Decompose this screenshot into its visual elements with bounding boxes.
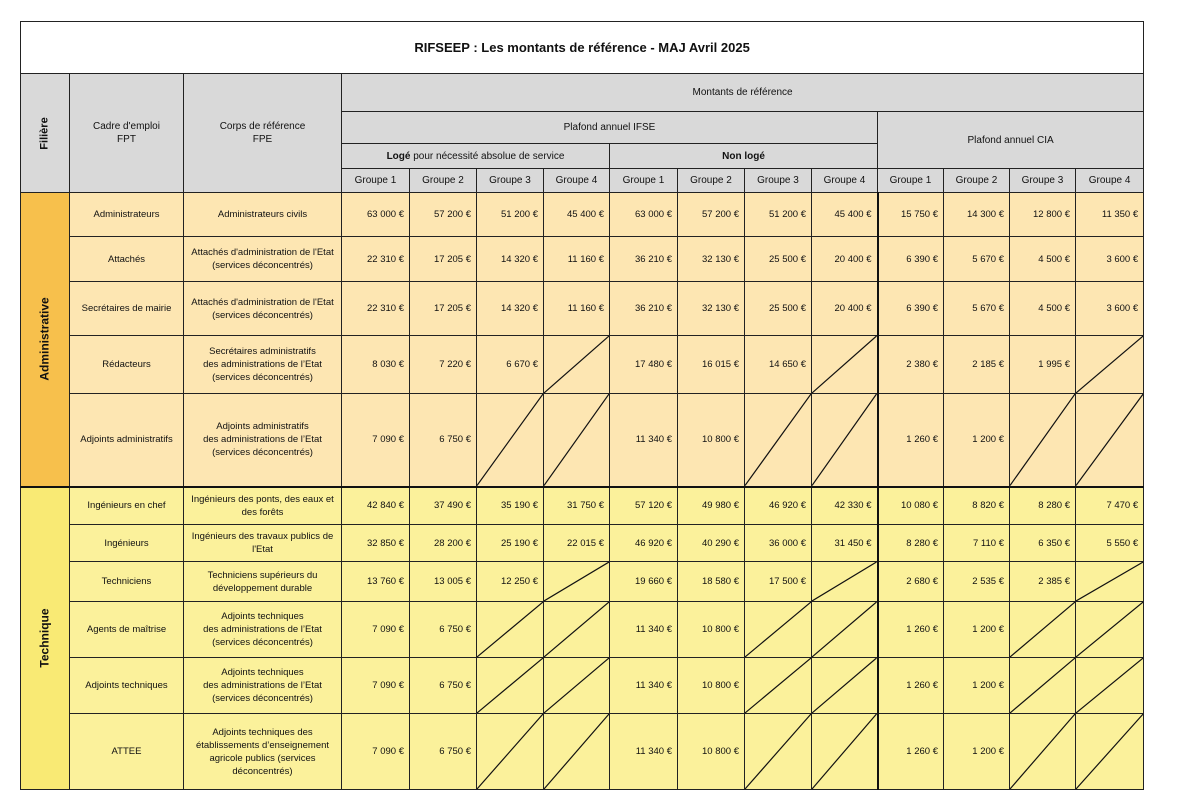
diagonal-slash-icon [544,562,609,601]
amount-cell: 40 290 € [678,525,745,562]
amount-cell: 10 800 € [678,714,745,790]
amount-cell: 6 390 € [878,237,944,282]
empty-slash-cell [812,562,878,602]
amount-cell: 57 200 € [678,193,745,237]
ifse-header: Plafond annuel IFSE [342,112,878,144]
diagonal-slash-icon [1076,714,1143,789]
cadre-cell: ATTEE [70,714,184,790]
empty-slash-cell [1076,336,1144,394]
diagonal-slash-icon [1076,658,1143,713]
amount-cell: 13 760 € [342,562,410,602]
group-header: Groupe 1 [610,169,678,193]
group-header: Groupe 2 [678,169,745,193]
cadre-cell: Adjoints techniques [70,658,184,714]
corps-cell: Adjoints techniques des établissements d’enseignement agricole publics (services déconcentrés) [184,714,342,790]
filiere-label: Administrative [38,297,53,381]
empty-slash-cell [544,658,610,714]
cadre-cell: Attachés [70,237,184,282]
diagonal-slash-icon [477,394,543,486]
amount-cell: 46 920 € [745,487,812,525]
amount-cell: 7 090 € [342,658,410,714]
empty-slash-cell [1010,714,1076,790]
amount-cell: 5 670 € [944,282,1010,336]
empty-slash-cell [1010,394,1076,487]
table-row [21,714,1144,790]
empty-slash-cell [544,714,610,790]
rifseep-table [20,21,1144,790]
amount-cell: 1 200 € [944,602,1010,658]
loge-rest-label: pour nécessité absolue de service [410,150,565,162]
diagonal-slash-icon [745,658,811,713]
amount-cell: 8 030 € [342,336,410,394]
amount-cell: 35 190 € [477,487,544,525]
loge-bold-label: Logé [386,150,411,162]
cadre-cell: Ingénieurs en chef [70,487,184,525]
table-row [21,525,1144,562]
diagonal-slash-icon [544,602,609,657]
amount-cell: 1 260 € [878,714,944,790]
group-header: Groupe 2 [410,169,477,193]
filiere-cell [21,487,70,790]
amount-cell: 10 080 € [878,487,944,525]
empty-slash-cell [745,394,812,487]
amount-cell: 11 340 € [610,394,678,487]
corps-cell: Attachés d'administration de l'Etat (services déconcentrés) [184,282,342,336]
amount-cell: 18 580 € [678,562,745,602]
amount-cell: 1 995 € [1010,336,1076,394]
empty-slash-cell [812,714,878,790]
amount-cell: 5 550 € [1076,525,1144,562]
amount-cell: 20 400 € [812,237,878,282]
empty-slash-cell [812,336,878,394]
diagonal-slash-icon [812,602,877,657]
amount-cell: 7 110 € [944,525,1010,562]
amount-cell: 12 800 € [1010,193,1076,237]
amount-cell: 1 200 € [944,714,1010,790]
amount-cell: 22 015 € [544,525,610,562]
amount-cell: 11 340 € [610,714,678,790]
table-row [21,602,1144,658]
amount-cell: 2 380 € [878,336,944,394]
amount-cell: 3 600 € [1076,282,1144,336]
amount-cell: 42 840 € [342,487,410,525]
amount-cell: 6 750 € [410,602,477,658]
diagonal-slash-icon [1010,394,1075,486]
amount-cell: 6 670 € [477,336,544,394]
empty-slash-cell [812,602,878,658]
amount-cell: 8 820 € [944,487,1010,525]
diagonal-slash-icon [812,714,877,789]
amount-cell: 42 330 € [812,487,878,525]
amount-cell: 28 200 € [410,525,477,562]
diagonal-slash-icon [745,394,811,486]
empty-slash-cell [1076,562,1144,602]
corps-cell: Administrateurs civils [184,193,342,237]
group-header: Groupe 3 [477,169,544,193]
rifseep-sheet [20,21,1143,795]
amount-cell: 46 920 € [610,525,678,562]
group-header: Groupe 1 [878,169,944,193]
amount-cell: 11 350 € [1076,193,1144,237]
amount-cell: 25 190 € [477,525,544,562]
corps-header: Corps de référence FPE [184,74,342,193]
empty-slash-cell [1076,602,1144,658]
amount-cell: 45 400 € [544,193,610,237]
amount-cell: 1 200 € [944,658,1010,714]
table-row [21,282,1144,336]
group-header: Groupe 3 [745,169,812,193]
diagonal-slash-icon [812,336,877,393]
amount-cell: 10 800 € [678,394,745,487]
amount-cell: 14 300 € [944,193,1010,237]
amount-cell: 22 310 € [342,282,410,336]
amount-cell: 7 090 € [342,714,410,790]
non-loge-header: Non logé [610,144,878,169]
amount-cell: 51 200 € [477,193,544,237]
amount-cell: 1 200 € [944,394,1010,487]
corps-cell: Adjoints techniques des administrations de l’Etat (services déconcentrés) [184,658,342,714]
filiere-header-label: Filière [38,116,51,150]
amount-cell: 14 320 € [477,237,544,282]
empty-slash-cell [544,336,610,394]
diagonal-slash-icon [1076,562,1143,601]
diagonal-slash-icon [812,394,877,486]
amount-cell: 31 450 € [812,525,878,562]
corps-cell: Adjoints administratifs des administrations de l’Etat (services déconcentrés) [184,394,342,487]
amount-cell: 17 205 € [410,237,477,282]
amount-cell: 45 400 € [812,193,878,237]
filiere-header [21,74,70,193]
diagonal-slash-icon [544,394,609,486]
amount-cell: 6 390 € [878,282,944,336]
corps-cell: Secrétaires administratifs des administrations de l’Etat (services déconcentrés) [184,336,342,394]
cadre-cell: Techniciens [70,562,184,602]
diagonal-slash-icon [1010,602,1075,657]
empty-slash-cell [1010,602,1076,658]
table-row [21,193,1144,237]
group-header: Groupe 1 [342,169,410,193]
amount-cell: 14 320 € [477,282,544,336]
diagonal-slash-icon [477,714,543,789]
amount-cell: 16 015 € [678,336,745,394]
cadre-cell: Agents de maîtrise [70,602,184,658]
amount-cell: 19 660 € [610,562,678,602]
amount-cell: 63 000 € [342,193,410,237]
table-row [21,487,1144,525]
group-header: Groupe 2 [944,169,1010,193]
amount-cell: 36 000 € [745,525,812,562]
amount-cell: 22 310 € [342,237,410,282]
amount-cell: 49 980 € [678,487,745,525]
empty-slash-cell [477,602,544,658]
group-header: Groupe 4 [812,169,878,193]
amount-cell: 37 490 € [410,487,477,525]
empty-slash-cell [544,602,610,658]
amount-cell: 2 385 € [1010,562,1076,602]
amount-cell: 57 200 € [410,193,477,237]
amount-cell: 25 500 € [745,237,812,282]
empty-slash-cell [745,602,812,658]
amount-cell: 32 130 € [678,282,745,336]
diagonal-slash-icon [812,562,877,601]
amount-cell: 1 260 € [878,394,944,487]
amount-cell: 7 470 € [1076,487,1144,525]
empty-slash-cell [745,714,812,790]
amount-cell: 17 480 € [610,336,678,394]
amount-cell: 11 340 € [610,658,678,714]
amount-cell: 2 185 € [944,336,1010,394]
amount-cell: 6 750 € [410,714,477,790]
amount-cell: 32 130 € [678,237,745,282]
group-header: Groupe 4 [544,169,610,193]
amount-cell: 7 090 € [342,394,410,487]
empty-slash-cell [477,658,544,714]
group-header: Groupe 4 [1076,169,1144,193]
diagonal-slash-icon [1076,602,1143,657]
empty-slash-cell [544,394,610,487]
amount-cell: 10 800 € [678,658,745,714]
diagonal-slash-icon [1076,336,1143,393]
amount-cell: 36 210 € [610,282,678,336]
cadre-cell: Ingénieurs [70,525,184,562]
amount-cell: 57 120 € [610,487,678,525]
amount-cell: 51 200 € [745,193,812,237]
empty-slash-cell [812,394,878,487]
table-row [21,658,1144,714]
diagonal-slash-icon [477,658,543,713]
empty-slash-cell [544,562,610,602]
amount-cell: 4 500 € [1010,282,1076,336]
amount-cell: 6 750 € [410,658,477,714]
diagonal-slash-icon [544,658,609,713]
amount-cell: 17 500 € [745,562,812,602]
cia-header: Plafond annuel CIA [878,112,1144,169]
cadre-cell: Administrateurs [70,193,184,237]
table-row [21,394,1144,487]
cadre-cell: Adjoints administratifs [70,394,184,487]
cadre-cell: Rédacteurs [70,336,184,394]
empty-slash-cell [477,394,544,487]
loge-header [342,144,610,169]
amount-cell: 11 160 € [544,237,610,282]
amount-cell: 6 350 € [1010,525,1076,562]
amount-cell: 12 250 € [477,562,544,602]
amount-cell: 31 750 € [544,487,610,525]
empty-slash-cell [1076,714,1144,790]
empty-slash-cell [812,658,878,714]
amount-cell: 3 600 € [1076,237,1144,282]
table-row [21,237,1144,282]
amount-cell: 7 090 € [342,602,410,658]
amount-cell: 17 205 € [410,282,477,336]
diagonal-slash-icon [1010,658,1075,713]
amount-cell: 2 680 € [878,562,944,602]
group-header: Groupe 3 [1010,169,1076,193]
cadre-header: Cadre d'emploi FPT [70,74,184,193]
amount-cell: 15 750 € [878,193,944,237]
diagonal-slash-icon [1076,394,1143,486]
corps-cell: Attachés d'administration de l'Etat (services déconcentrés) [184,237,342,282]
diagonal-slash-icon [477,602,543,657]
empty-slash-cell [477,714,544,790]
amount-cell: 13 005 € [410,562,477,602]
filiere-cell [21,193,70,487]
corps-cell: Ingénieurs des travaux publics de l'Etat [184,525,342,562]
corps-cell: Ingénieurs des ponts, des eaux et des forêts [184,487,342,525]
diagonal-slash-icon [1010,714,1075,789]
amount-cell: 36 210 € [610,237,678,282]
amount-cell: 14 650 € [745,336,812,394]
cadre-cell: Secrétaires de mairie [70,282,184,336]
empty-slash-cell [745,658,812,714]
table-row [21,336,1144,394]
amount-cell: 8 280 € [878,525,944,562]
corps-cell: Techniciens supérieurs du développement durable [184,562,342,602]
amount-cell: 8 280 € [1010,487,1076,525]
amount-cell: 2 535 € [944,562,1010,602]
filiere-label: Technique [38,608,52,668]
amount-cell: 1 260 € [878,602,944,658]
amount-cell: 25 500 € [745,282,812,336]
empty-slash-cell [1076,658,1144,714]
empty-slash-cell [1010,658,1076,714]
amount-cell: 10 800 € [678,602,745,658]
page-title: RIFSEEP : Les montants de référence - MAJ Avril 2025 [21,22,1144,74]
corps-cell: Adjoints techniques des administrations de l’Etat (services déconcentrés) [184,602,342,658]
diagonal-slash-icon [745,714,811,789]
amount-cell: 1 260 € [878,658,944,714]
diagonal-slash-icon [745,602,811,657]
amount-cell: 5 670 € [944,237,1010,282]
diagonal-slash-icon [812,658,877,713]
amount-cell: 6 750 € [410,394,477,487]
amount-cell: 63 000 € [610,193,678,237]
diagonal-slash-icon [544,336,609,393]
montants-header: Montants de référence [342,74,1144,112]
amount-cell: 20 400 € [812,282,878,336]
diagonal-slash-icon [544,714,609,789]
amount-cell: 11 160 € [544,282,610,336]
amount-cell: 32 850 € [342,525,410,562]
amount-cell: 11 340 € [610,602,678,658]
amount-cell: 4 500 € [1010,237,1076,282]
amount-cell: 7 220 € [410,336,477,394]
empty-slash-cell [1076,394,1144,487]
table-row [21,562,1144,602]
